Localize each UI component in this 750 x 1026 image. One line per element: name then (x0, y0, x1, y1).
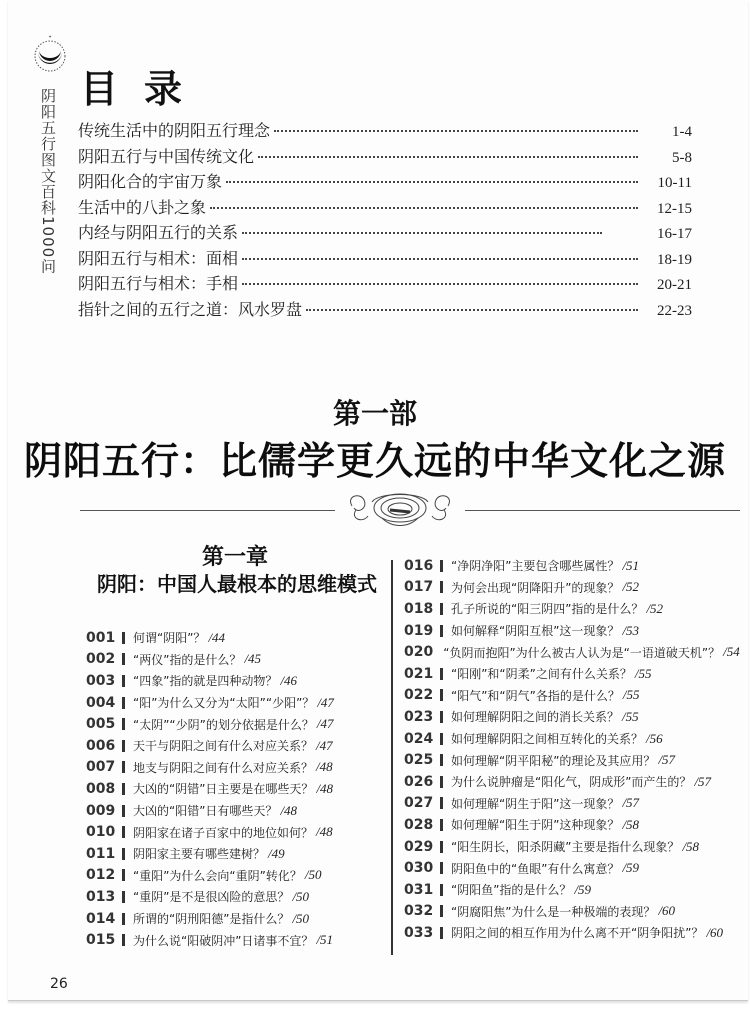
question-page: /48 (316, 759, 333, 775)
question-number: 004 (86, 694, 116, 711)
bullet-bar-icon (440, 797, 443, 809)
bullet-bar-icon (122, 869, 125, 881)
column-divider (391, 560, 393, 955)
dot-leader (210, 207, 638, 209)
question-text: 阴阳家主要有哪些建树？ (133, 847, 266, 862)
question-number: 026 (404, 773, 434, 790)
question-page: /55 (634, 665, 652, 681)
toc-entry[interactable] (78, 271, 692, 297)
question-page: /59 (574, 881, 592, 897)
question-number: 030 (404, 860, 434, 877)
question-page: /50 (304, 867, 322, 883)
question-item[interactable] (404, 577, 734, 599)
question-text: 所谓的“阴刑阳德”是指什么？ (133, 912, 290, 927)
question-item[interactable] (404, 728, 734, 750)
question-number: 006 (86, 737, 116, 754)
question-text: “阴阳鱼”指的是什么？ (451, 883, 572, 898)
question-item[interactable] (404, 620, 734, 642)
question-list-right (404, 555, 740, 944)
bullet-bar-icon (122, 632, 125, 644)
question-text: 如何解释“阴阳互根”这一现象？ (451, 624, 620, 639)
bullet-bar-icon (122, 891, 125, 903)
question-page: /51 (316, 932, 334, 948)
question-text: “负阴而抱阳”为什么被古人认为是“一语道破天机”？ (443, 645, 721, 660)
part-title: 阴阳五行：比儒学更久远的中华文化之源 (23, 439, 726, 483)
toc-entry[interactable] (78, 297, 692, 323)
toc-entry[interactable] (78, 195, 692, 221)
question-item[interactable] (404, 922, 734, 944)
bullet-bar-icon (122, 653, 125, 665)
question-text: “阳气”和“阴气”各指的是什么？ (451, 688, 620, 703)
cloud-scroll-ornament-icon (342, 488, 458, 530)
question-text: 如何理解“阳生于阴”这种现象？ (451, 818, 620, 833)
question-text: 如何理解“阴平阳秘”的理论及其应用？ (451, 753, 656, 768)
question-page: /45 (244, 651, 262, 667)
question-text: “重阳”为什么会向“重阴”转化？ (133, 868, 302, 883)
svg-text:✦: ✦ (48, 34, 52, 39)
question-number: 027 (404, 795, 434, 812)
question-page: /56 (646, 730, 663, 746)
question-item[interactable] (86, 649, 386, 671)
toc-entry-title: 生活中的八卦之象 (78, 197, 207, 217)
question-number: 021 (404, 665, 434, 682)
question-page: /53 (622, 622, 640, 638)
question-item[interactable] (404, 706, 734, 728)
bullet-bar-icon (440, 560, 443, 572)
question-page: /44 (208, 629, 226, 645)
question-page: /52 (646, 600, 664, 616)
toc-entry-pages: 20-21 (657, 277, 692, 293)
bullet-bar-icon (122, 718, 125, 730)
question-page: /48 (280, 802, 298, 818)
toc-entry-title: 传统生活中的阴阳五行理念 (78, 121, 271, 140)
toc-entry-pages: 10-11 (657, 175, 692, 191)
bullet-bar-icon (440, 711, 443, 723)
question-text: 大凶的“阴错”日主要是在哪些天？ (133, 782, 314, 797)
question-number: 023 (404, 708, 434, 725)
toc-entry-pages: 12-15 (657, 200, 692, 217)
bullet-bar-icon (122, 805, 125, 817)
bullet-bar-icon (440, 841, 443, 853)
question-text: 如何理解阴阳之间的消长关系？ (451, 710, 620, 725)
question-page: /55 (622, 708, 639, 724)
chapter-label: 第一章 (201, 545, 268, 570)
question-text: 为什么说“阳破阴冲”日诸事不宜？ (133, 933, 314, 948)
question-page: /50 (292, 888, 310, 904)
question-item[interactable] (86, 800, 386, 822)
toc-entry-pages: 5-8 (672, 149, 692, 166)
question-item[interactable] (404, 663, 734, 685)
bullet-bar-icon (440, 927, 443, 939)
question-page: /58 (682, 838, 700, 854)
toc-entry-pages: 16-17 (657, 226, 692, 242)
toc-heading: 目录 (80, 66, 209, 111)
question-page: /55 (622, 687, 640, 703)
question-item[interactable] (404, 836, 734, 858)
bullet-bar-icon (122, 848, 125, 860)
bullet-bar-icon (122, 761, 125, 773)
question-page: /51 (622, 557, 640, 573)
toc-entry-pages: 18-19 (657, 251, 692, 268)
question-item[interactable] (86, 778, 386, 800)
question-text: “阳刚”和“阴柔”之间有什么关系？ (451, 667, 632, 682)
toc-entry[interactable] (78, 144, 692, 170)
part-label: 第一部 (332, 397, 417, 430)
bullet-bar-icon (440, 884, 443, 896)
question-item[interactable] (86, 886, 386, 908)
question-number: 007 (86, 759, 116, 776)
question-item[interactable] (86, 713, 386, 735)
question-text: 如何理解“阴生于阳”这一现象？ (451, 796, 620, 811)
question-number: 005 (86, 716, 116, 733)
question-text: “阳生阴长，阳杀阴藏”主要是指什么现象？ (451, 840, 680, 855)
question-number: 016 (404, 557, 434, 574)
toc-entry-title: 阴阳五行与相术：面相 (78, 248, 239, 268)
dot-leader (274, 130, 638, 132)
toc-entry-title: 阴阳五行与中国传统文化 (78, 146, 255, 166)
bullet-bar-icon (122, 913, 125, 925)
question-item[interactable] (86, 821, 386, 843)
question-number: 031 (404, 881, 434, 898)
question-page: /57 (694, 773, 712, 789)
question-number: 019 (404, 622, 434, 639)
book-title-vertical: 阴阳五行图文百科1000问 (39, 88, 57, 275)
question-text: “净阴净阳”主要包含哪些属性？ (451, 559, 620, 574)
question-item[interactable] (404, 749, 734, 771)
bullet-bar-icon (122, 934, 125, 946)
toc-entry-title: 阴阳五行与相术：手相 (78, 274, 239, 293)
question-text: “阳”为什么又分为“太阳”“少阳”？ (133, 696, 315, 711)
question-number: 011 (86, 845, 116, 862)
question-text: 阴阳鱼中的“鱼眼”有什么寓意？ (451, 861, 620, 876)
bullet-bar-icon (440, 754, 443, 766)
question-item[interactable] (404, 685, 734, 707)
toc-entry[interactable] (78, 246, 692, 272)
dot-leader (306, 309, 638, 311)
question-number: 012 (86, 867, 116, 884)
dot-leader (258, 156, 638, 158)
question-text: “两仪”指的是什么？ (133, 652, 242, 667)
question-page: /52 (622, 579, 640, 595)
question-number: 024 (404, 730, 434, 747)
question-page: /48 (316, 824, 333, 840)
question-page: /58 (622, 816, 640, 832)
question-item[interactable] (404, 879, 734, 901)
question-item[interactable] (404, 598, 734, 620)
toc-entry-title: 指针之间的五行之道：风水罗盘 (78, 299, 303, 319)
question-item[interactable] (404, 641, 740, 663)
toc-entry[interactable] (78, 220, 692, 246)
question-number: 009 (86, 802, 116, 819)
question-item[interactable] (404, 793, 734, 815)
question-text: 阴阳家在诸子百家中的地位如何？ (133, 825, 314, 840)
question-item[interactable] (86, 735, 386, 757)
question-number: 008 (86, 780, 116, 797)
toc-list (78, 118, 692, 322)
question-number: 014 (86, 910, 116, 927)
bullet-bar-icon (440, 603, 443, 615)
question-page: /54 (723, 644, 740, 660)
question-item[interactable] (404, 555, 734, 577)
question-page: /50 (292, 910, 310, 926)
question-item[interactable] (86, 929, 386, 951)
question-number: 032 (404, 903, 434, 920)
dot-leader (226, 181, 638, 183)
question-number: 029 (404, 838, 434, 855)
bullet-bar-icon (122, 826, 125, 838)
question-text: 如何理解阴阳之间相互转化的关系？ (451, 732, 644, 747)
bullet-bar-icon (440, 862, 443, 874)
question-item[interactable] (86, 865, 386, 887)
question-item[interactable] (86, 627, 386, 649)
question-number: 015 (86, 932, 116, 949)
question-text: 何谓“阴阳”？ (133, 631, 206, 646)
toc-entry-title: 阴阳化合的宇宙万象 (78, 172, 223, 191)
question-page: /49 (268, 845, 285, 861)
question-number: 002 (86, 651, 116, 668)
question-number: 003 (86, 672, 116, 689)
bullet-bar-icon (122, 697, 125, 709)
question-page: /60 (658, 903, 676, 919)
question-item[interactable] (86, 757, 386, 779)
question-number: 033 (404, 924, 434, 941)
question-item[interactable] (86, 692, 386, 714)
question-text: “重阴”是不是很凶险的意思？ (133, 890, 290, 905)
question-text: 阴阳之间的相互作用为什么离不开“阴争阳扰”？ (451, 926, 704, 941)
question-text: 为什么说肿瘤是“阳化气，阴成形”而产生的？ (451, 775, 692, 790)
question-item[interactable] (86, 843, 386, 865)
question-item[interactable] (404, 814, 734, 836)
question-number: 018 (404, 600, 434, 617)
toc-entry[interactable] (78, 169, 692, 195)
bullet-bar-icon (440, 819, 443, 831)
question-item[interactable] (86, 908, 386, 930)
divider-rule-right (465, 510, 740, 511)
question-text: “阴腐阳焦”为什么是一种极端的表现？ (451, 904, 656, 919)
toc-entry-pages: 1-4 (672, 124, 692, 140)
question-text: 孔子所说的“阳三阴四”指的是什么？ (451, 602, 644, 617)
section-divider (80, 488, 740, 530)
question-text: 地支与阴阳之间有什么对应关系？ (133, 760, 314, 775)
bullet-bar-icon (122, 740, 125, 752)
bullet-bar-icon (440, 905, 443, 917)
question-number: 013 (86, 888, 116, 905)
question-page: /46 (280, 672, 298, 688)
question-page: /48 (316, 780, 334, 796)
question-page: /57 (622, 795, 640, 811)
dot-leader (242, 258, 638, 260)
question-page: /47 (316, 737, 333, 753)
bullet-bar-icon (440, 733, 443, 745)
question-page: /47 (317, 694, 334, 710)
chapter-title: 阴阳：中国人最根本的思维模式 (97, 572, 377, 596)
question-page: /57 (658, 752, 676, 768)
question-item[interactable] (86, 670, 386, 692)
toc-entry[interactable] (78, 118, 692, 144)
dot-leader (242, 283, 638, 285)
toc-entry-pages: 22-23 (657, 302, 692, 319)
divider-rule-left (80, 510, 335, 511)
question-number: 017 (404, 579, 434, 596)
question-text: 大凶的“阳错”日有哪些天？ (133, 804, 278, 819)
page-number: 26 (50, 976, 68, 992)
question-text: 为何会出现“阴降阳升”的现象？ (451, 580, 620, 595)
question-list-left (86, 627, 386, 951)
crescent-moon-logo-icon (30, 32, 70, 80)
bullet-bar-icon (122, 675, 125, 687)
question-item[interactable] (404, 857, 734, 879)
question-number: 020 (404, 644, 434, 661)
question-number: 025 (404, 752, 434, 769)
bullet-bar-icon (122, 783, 125, 795)
toc-entry-title: 内经与阴阳五行的关系 (78, 223, 239, 242)
bullet-bar-icon (440, 776, 443, 788)
question-item[interactable] (404, 901, 734, 923)
dot-leader (242, 232, 602, 234)
question-text: “太阴”“少阴”的划分依据是什么？ (133, 717, 314, 732)
question-number: 022 (404, 687, 434, 704)
question-text: “四象”指的就是四种动物？ (133, 674, 278, 689)
question-text: 天干与阴阳之间有什么对应关系？ (133, 739, 314, 754)
bullet-bar-icon (440, 581, 443, 593)
question-number: 010 (86, 824, 116, 841)
bullet-bar-icon (440, 689, 443, 701)
question-page: /59 (622, 860, 640, 876)
bullet-bar-icon (440, 625, 443, 637)
question-page: /60 (706, 924, 724, 940)
question-page: /47 (316, 716, 334, 732)
question-item[interactable] (404, 771, 734, 793)
bullet-bar-icon (440, 668, 443, 680)
question-number: 001 (86, 629, 116, 646)
question-number: 028 (404, 816, 434, 833)
